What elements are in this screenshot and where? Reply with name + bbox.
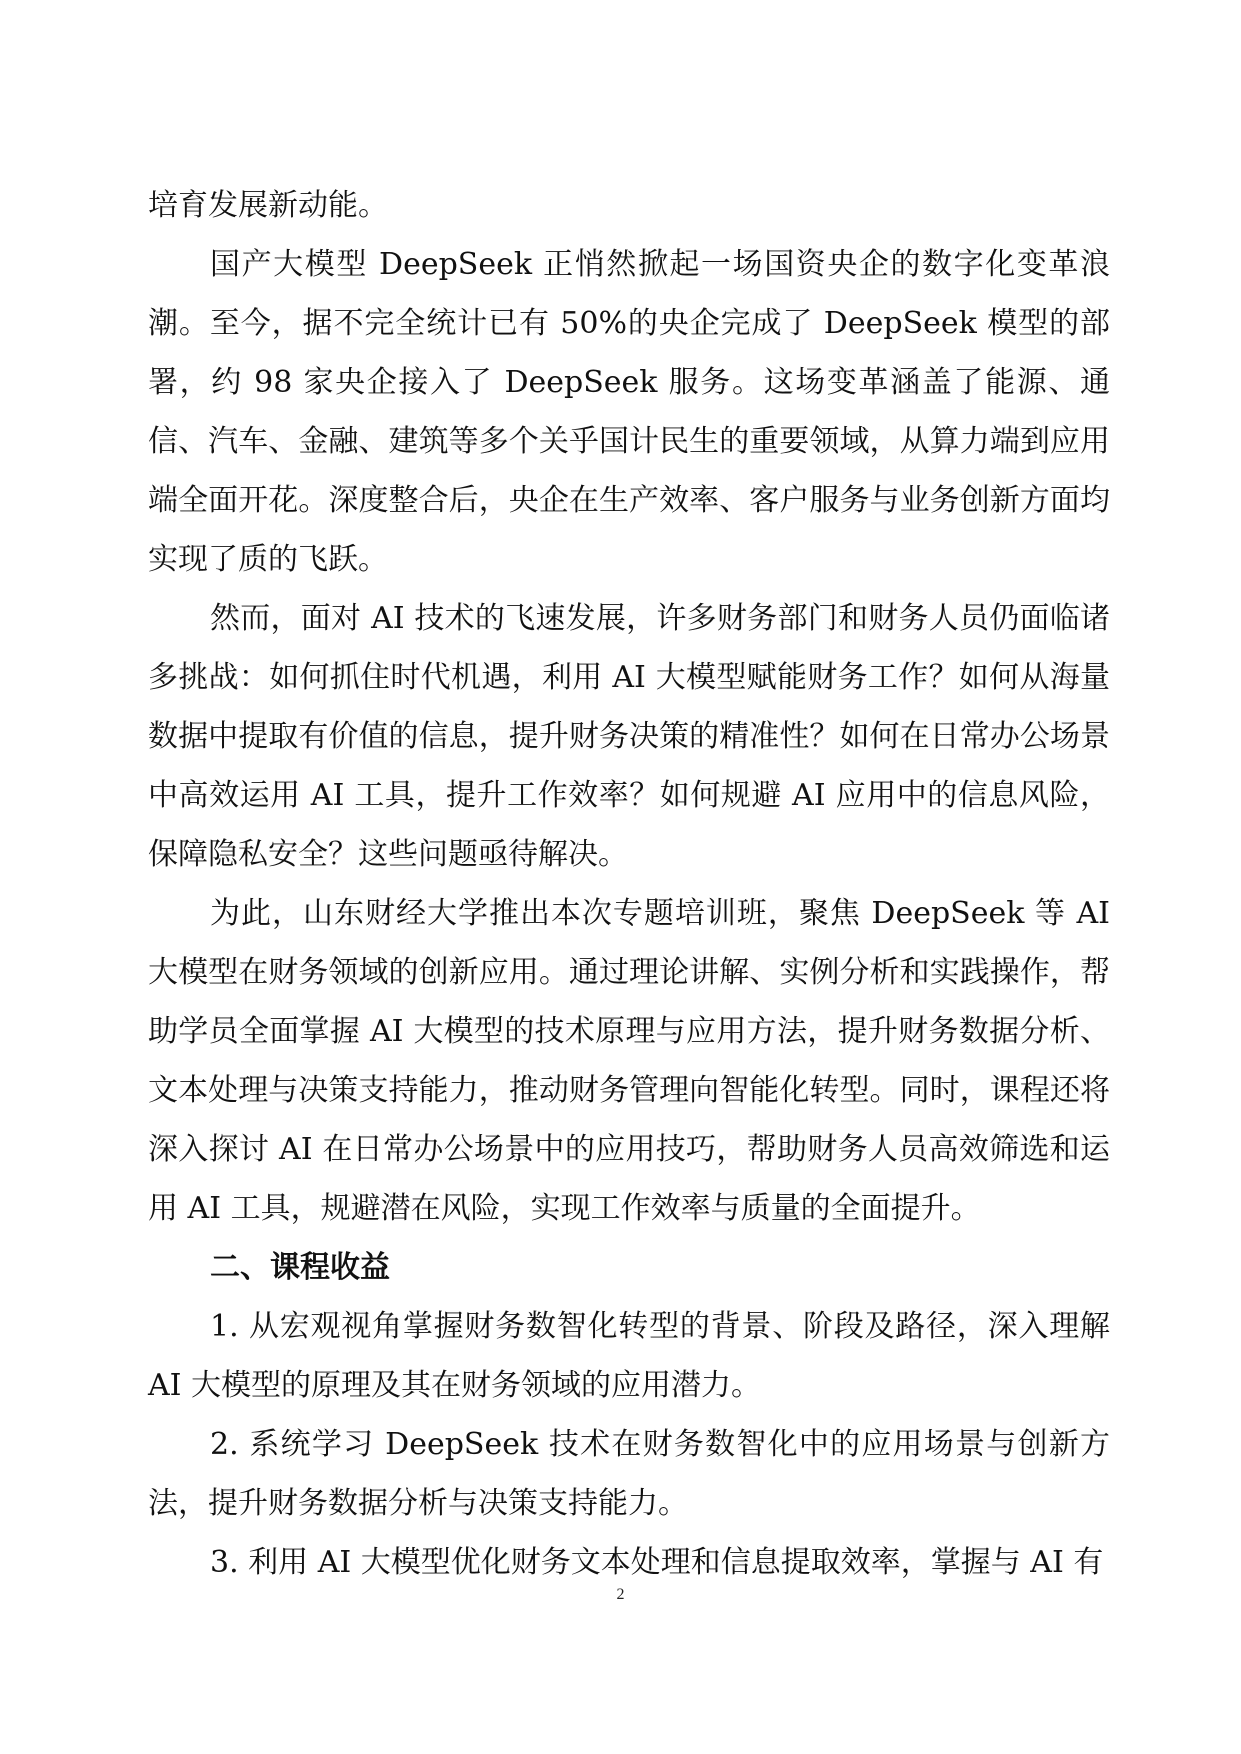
benefit-item-2: 2. 系统学习 DeepSeek 技术在财务数智化中的应用场景与创新方法，提升财务数据分析与决策支持能力。 [148, 1427, 1110, 1521]
paragraph-continuation: 培育发展新动能。 [148, 188, 388, 223]
section-heading-course-benefits: 二、课程收益 [210, 1250, 390, 1285]
benefit-item-1: 1. 从宏观视角掌握财务数智化转型的背景、阶段及路径，深入理解 AI 大模型的原理及其在财务领域的应用潜力。 [148, 1309, 1110, 1403]
paragraph-training-purpose: 为此，山东财经大学推出本次专题培训班，聚焦 DeepSeek 等 AI 大模型在财务领域的创新应用。通过理论讲解、实例分析和实践操作，帮助学员全面掌握 AI 大模型的技术原理与应用方法，提升财务数据分析、文本处理与决策支持能力，推动财务管理向智能化转型。同时，课程还将深入探讨 AI 在日常办公场景中的应用技巧，帮助财务人员高效筛选和运用 AI 工具，规避潜在风险，实现工作效率与质量的全面提升。 [148, 896, 1110, 1226]
page-number: 2 [616, 1586, 625, 1603]
document-body [148, 176, 1110, 1592]
paragraph-challenges: 然而，面对 AI 技术的飞速发展，许多财务部门和财务人员仍面临诸多挑战：如何抓住时代机遇，利用 AI 大模型赋能财务工作？如何从海量数据中提取有价值的信息，提升财务决策的精准性？如何在日常办公场景中高效运用 AI 工具，提升工作效率？如何规避 AI 应用中的信息风险，保障隐私安全？这些问题亟待解决。 [148, 601, 1110, 872]
paragraph-deepseek-adoption: 国产大模型 DeepSeek 正悄然掀起一场国资央企的数字化变革浪潮。至今，据不完全统计已有 50%的央企完成了 DeepSeek 模型的部署，约 98 家央企接入了 DeepSeek 服务。这场变革涵盖了能源、通信、汽车、金融、建筑等多个关乎国计民生的重要领域，从算力端到应用端全面开花。深度整合后，央企在生产效率、客户服务与业务创新方面均实现了质的飞跃。 [148, 247, 1110, 577]
benefit-item-3: 3. 利用 AI 大模型优化财务文本处理和信息提取效率，掌握与 AI 有 [210, 1545, 1104, 1580]
